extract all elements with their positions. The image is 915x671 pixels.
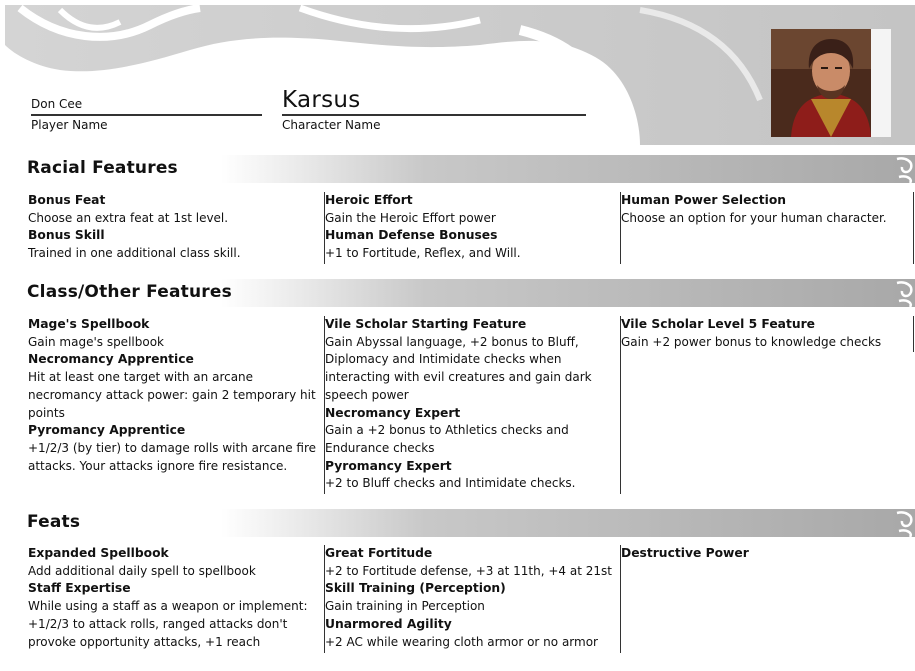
character-name-value: Karsus — [282, 87, 361, 113]
feature-name: Bonus Skill — [28, 228, 105, 243]
character-name-block — [282, 87, 586, 132]
player-name-block — [31, 97, 262, 132]
feature-name: Heroic Effort — [325, 193, 413, 207]
feature-name: Bonus Feat — [28, 193, 106, 207]
feature-column — [324, 545, 621, 653]
feature-column — [620, 545, 915, 653]
feature-description: +2 to Bluff checks and Intimidate checks. — [325, 476, 576, 491]
feature-column — [28, 192, 320, 264]
section-header-feats — [25, 509, 915, 537]
feature-description: While using a staff as a weapon or implement: +1/2/3 to attack rolls, ranged attacks don't provoke opportunity attacks, +1 reach — [28, 599, 308, 649]
section-title: Feats — [27, 512, 81, 532]
feature-description: Gain a +2 bonus to Athletics checks and Endurance checks — [325, 423, 569, 455]
feature-description: +2 to Fortitude defense, +3 at 11th, +4 at 21st — [325, 563, 612, 578]
feature-description: Gain Abyssal language, +2 bonus to Bluff, Diplomacy and Intimidate checks when interacting with evil creatures and gain dark speech power — [325, 334, 592, 402]
section-bar-background — [25, 509, 915, 537]
player-name-label: Player Name — [31, 118, 108, 132]
feature-name: Necromancy Apprentice — [28, 352, 194, 367]
feature-column — [620, 316, 915, 494]
feature-description: Choose an option for your human character. — [621, 210, 887, 225]
character-name-label: Character Name — [282, 118, 381, 132]
feature-name: Human Power Selection — [621, 193, 787, 207]
feature-description: +1/2/3 (by tier) to damage rolls with arcane fire attacks. Your attacks ignore fire resistance. — [28, 440, 317, 473]
feature-description: +2 AC while wearing cloth armor or no armor — [325, 634, 598, 649]
character-portrait — [771, 29, 891, 137]
feature-column — [324, 316, 621, 494]
feature-name: Skill Training (Perception) — [325, 581, 506, 596]
feature-name: Destructive Power — [621, 546, 749, 560]
feature-description: Hit at least one target with an arcane necromancy attack power: gain 2 temporary hit points — [28, 370, 316, 420]
feature-name: Great Fortitude — [325, 546, 433, 560]
feature-name: Unarmored Agility — [325, 616, 452, 631]
feature-description: Gain the Heroic Effort power — [325, 210, 496, 225]
feature-name: Pyromancy Apprentice — [28, 423, 186, 438]
feature-description: Trained in one additional class skill. — [28, 246, 241, 261]
feature-description: Gain +2 power bonus to knowledge checks — [621, 334, 882, 349]
feature-column — [28, 316, 320, 494]
feature-name: Pyromancy Expert — [325, 458, 452, 473]
section-header-class-features — [25, 279, 915, 307]
feature-column — [620, 192, 915, 264]
feature-column — [28, 545, 320, 653]
feature-description: Choose an extra feat at 1st level. — [28, 210, 229, 225]
feature-name: Staff Expertise — [28, 581, 131, 596]
section-title: Class/Other Features — [27, 282, 232, 302]
player-name-underline — [31, 114, 262, 116]
feature-name: Vile Scholar Level 5 Feature — [621, 317, 815, 331]
section-header-racial-features — [25, 155, 915, 183]
feature-name: Vile Scholar Starting Feature — [325, 317, 527, 331]
feature-name: Mage's Spellbook — [28, 317, 150, 331]
feature-name: Human Defense Bonuses — [325, 228, 498, 243]
feature-column — [324, 192, 621, 264]
feature-name: Necromancy Expert — [325, 405, 461, 420]
character-name-underline — [282, 114, 586, 116]
feature-name: Expanded Spellbook — [28, 546, 169, 560]
player-name-value: Don Cee — [31, 97, 83, 111]
section-title: Racial Features — [27, 158, 178, 178]
feature-description: +1 to Fortitude, Reflex, and Will. — [325, 246, 521, 261]
feature-description: Gain mage's spellbook — [28, 334, 164, 349]
feature-description: Gain training in Perception — [325, 599, 485, 614]
feature-description: Add additional daily spell to spellbook — [28, 563, 256, 578]
